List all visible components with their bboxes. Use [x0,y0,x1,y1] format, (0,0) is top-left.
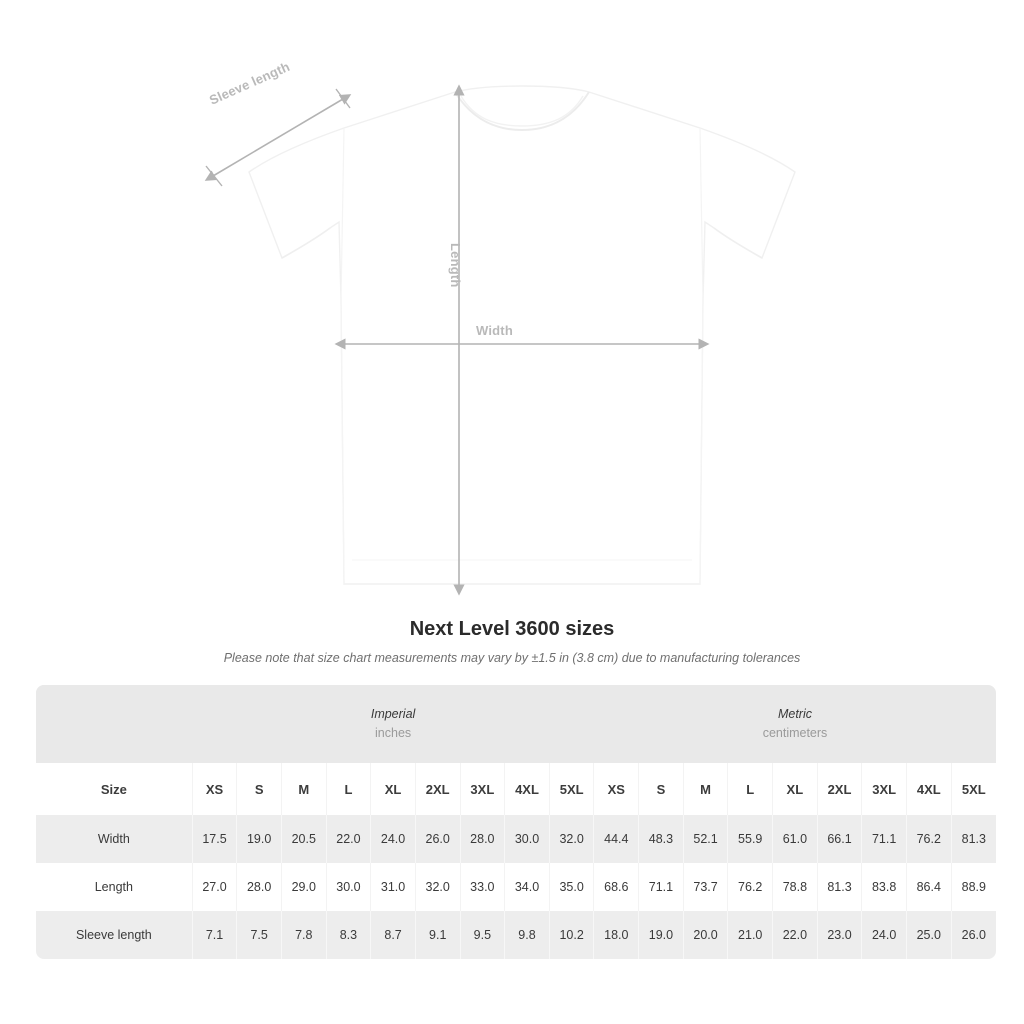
measurement-cell: 33.0 [460,863,505,911]
measurement-cell: 22.0 [773,911,818,959]
measurement-cell: 86.4 [906,863,951,911]
measurement-cell: 24.0 [862,911,907,959]
measurement-cell: 21.0 [728,911,773,959]
size-cell: M [683,763,728,815]
measurement-cell: 68.6 [594,863,639,911]
length-label: Length [448,243,463,288]
measurement-cell: 71.1 [862,815,907,863]
size-cell: 5XL [549,763,594,815]
tshirt-shape [249,86,795,584]
size-table [36,685,996,959]
measurement-cell: 78.8 [773,863,818,911]
measurement-cell: 28.0 [237,863,282,911]
measurement-cell: 44.4 [594,815,639,863]
size-cell: 4XL [906,763,951,815]
size-cell: XL [773,763,818,815]
measurement-cell: 20.0 [683,911,728,959]
measurement-cell: 9.1 [415,911,460,959]
measurement-cell: 28.0 [460,815,505,863]
measurement-cell: 19.0 [639,911,684,959]
measurement-cell: 24.0 [371,815,416,863]
measurement-cell: 48.3 [639,815,684,863]
measurement-cell: 76.2 [906,815,951,863]
size-cell: M [281,763,326,815]
size-table-wrapper [36,685,996,959]
measurement-cell: 32.0 [549,815,594,863]
size-labels-row [36,763,996,815]
sleeve-length-label: Sleeve length [207,58,293,108]
measurement-cell: 7.5 [237,911,282,959]
size-cell: 2XL [415,763,460,815]
measurement-cell: 30.0 [326,863,371,911]
measurement-cell: 31.0 [371,863,416,911]
size-cell: 4XL [505,763,550,815]
width-label: Width [476,323,513,338]
measurement-cell: 8.7 [371,911,416,959]
measurement-cell: 18.0 [594,911,639,959]
size-cell: 3XL [862,763,907,815]
measurement-cell: 27.0 [192,863,237,911]
measurement-cell: 66.1 [817,815,862,863]
unit-system-metric-name: Metric [777,706,812,721]
measurement-cell: 71.1 [639,863,684,911]
unit-system-imperial-name: Imperial [370,706,416,721]
row-label: Length [36,863,192,911]
measurement-cell: 83.8 [862,863,907,911]
corner-cell [36,685,192,763]
measurement-cell: 81.3 [951,815,996,863]
table-row [36,815,996,863]
page-title: Next Level 3600 sizes [409,618,615,640]
size-cell: XS [192,763,237,815]
table-row [36,911,996,959]
table-header-row [36,685,996,763]
measurement-cell: 81.3 [817,863,862,911]
measurement-cell: 25.0 [906,911,951,959]
size-cell: XS [594,763,639,815]
measurement-cell: 30.0 [505,815,550,863]
unit-system-metric-unit: centimeters [762,725,828,740]
size-cell: L [728,763,773,815]
measurement-cell: 10.2 [549,911,594,959]
measurement-cell: 32.0 [415,863,460,911]
table-row [36,863,996,911]
measurement-cell: 19.0 [237,815,282,863]
unit-system-imperial [192,685,594,763]
unit-system-metric [594,685,996,763]
measurement-cell: 55.9 [728,815,773,863]
row-label: Width [36,815,192,863]
measurement-cell: 35.0 [549,863,594,911]
unit-system-imperial-unit: inches [375,725,412,740]
measurement-cell: 8.3 [326,911,371,959]
measurement-cell: 20.5 [281,815,326,863]
measurement-cell: 22.0 [326,815,371,863]
measurement-cell: 34.0 [505,863,550,911]
measurement-cell: 7.8 [281,911,326,959]
measurement-cell: 76.2 [728,863,773,911]
measurement-cell: 61.0 [773,815,818,863]
measurement-cell: 9.8 [505,911,550,959]
measurement-cell: 73.7 [683,863,728,911]
title-block [0,618,1024,665]
measurement-cell: 9.5 [460,911,505,959]
measurement-cell: 23.0 [817,911,862,959]
size-cell: L [326,763,371,815]
measurement-cell: 7.1 [192,911,237,959]
measurement-cell: 52.1 [683,815,728,863]
measurement-cell: 17.5 [192,815,237,863]
size-cell: S [639,763,684,815]
size-column-header: Size [36,763,192,815]
measurement-cell: 26.0 [415,815,460,863]
row-label: Sleeve length [36,911,192,959]
measurement-cell: 26.0 [951,911,996,959]
size-cell: 3XL [460,763,505,815]
size-cell: 2XL [817,763,862,815]
measurement-cell: 88.9 [951,863,996,911]
tolerance-note: Please note that size chart measurements may vary by ±1.5 in (3.8 cm) due to manufacturing tolerances [223,651,801,665]
size-cell: XL [371,763,416,815]
size-cell: S [237,763,282,815]
measurement-cell: 29.0 [281,863,326,911]
size-cell: 5XL [951,763,996,815]
